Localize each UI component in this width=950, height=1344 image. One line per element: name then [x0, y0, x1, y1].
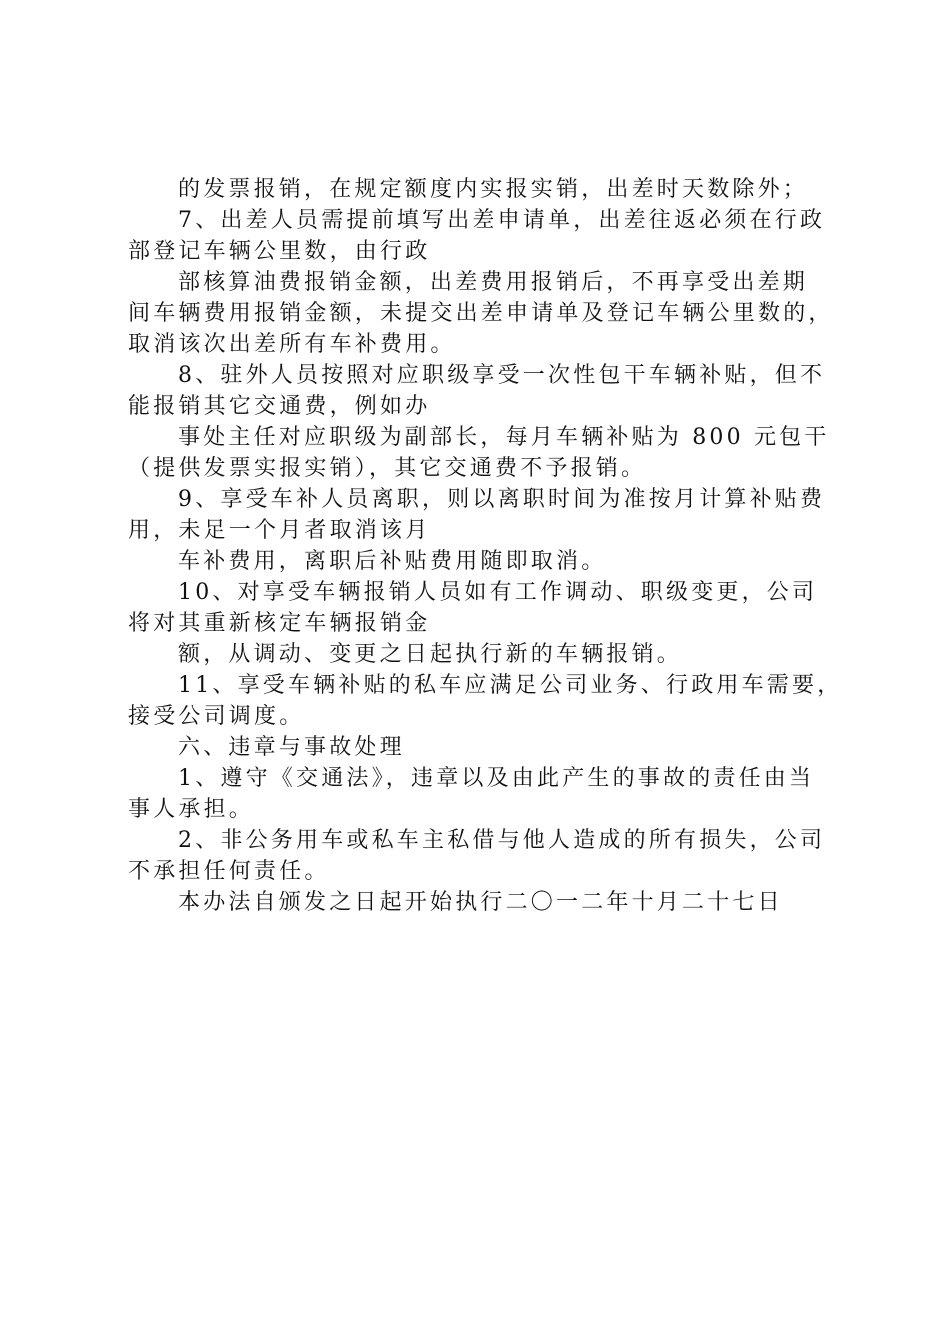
paragraph-line: 部核算油费报销金额，出差费用报销后，不再享受出差期 — [178, 270, 809, 295]
paragraph-line: 车补费用，离职后补贴费用随即取消。 — [178, 549, 607, 574]
paragraph-line: 1、遵守《交通法》，违章以及由此产生的事故的责任由当 — [178, 766, 815, 791]
paragraph-line: 将对其重新核定车辆报销金 — [128, 611, 431, 636]
paragraph-line: 的发票报销，在规定额度内实报实销，出差时天数除外； — [178, 177, 809, 202]
closing-statement: 本办法自颁发之日起开始执行二〇一二年十月二十七日 — [178, 890, 783, 915]
paragraph-line: 2、非公务用车或私车主私借与他人造成的所有损失，公司 — [178, 828, 826, 853]
paragraph-line: 间车辆费用报销金额，未提交出差申请单及登记车辆公里数的， — [128, 301, 834, 326]
paragraph-line: 10、对享受车辆报销人员如有工作调动、职级变更，公司 — [178, 580, 818, 605]
paragraph-line: 取消该次出差所有车补费用。 — [128, 332, 456, 357]
paragraph-line: 接受公司调度。 — [128, 704, 305, 729]
document-body — [128, 174, 843, 918]
paragraph-line: （提供发票实报实销），其它交通费不予报销。 — [128, 456, 647, 481]
paragraph-line: 11、享受车辆补贴的私车应满足公司业务、行政用车需要， — [178, 673, 843, 698]
paragraph-line: 额，从调动、变更之日起执行新的车辆报销。 — [178, 642, 683, 667]
paragraph-line: 事人承担。 — [128, 797, 255, 822]
paragraph-line: 8、驻外人员按照对应职级享受一次性包干车辆补贴，但不 — [178, 363, 826, 388]
paragraph-line: 事处主任对应职级为副部长，每月车辆补贴为 800 元包干 — [178, 425, 830, 450]
paragraph-line: 能报销其它交通费，例如办 — [128, 394, 431, 419]
paragraph-line: 不承担任何责任。 — [128, 859, 330, 884]
paragraph-line: 9、享受车补人员离职，则以离职时间为准按月计算补贴费 — [178, 487, 826, 512]
section-heading: 六、违章与事故处理 — [178, 735, 405, 760]
paragraph-line: 用，未足一个月者取消该月 — [128, 518, 431, 543]
paragraph-line: 部登记车辆公里数，由行政 — [128, 239, 431, 264]
paragraph-line: 7、出差人员需提前填写出差申请单，出差往返必须在行政 — [178, 208, 826, 233]
